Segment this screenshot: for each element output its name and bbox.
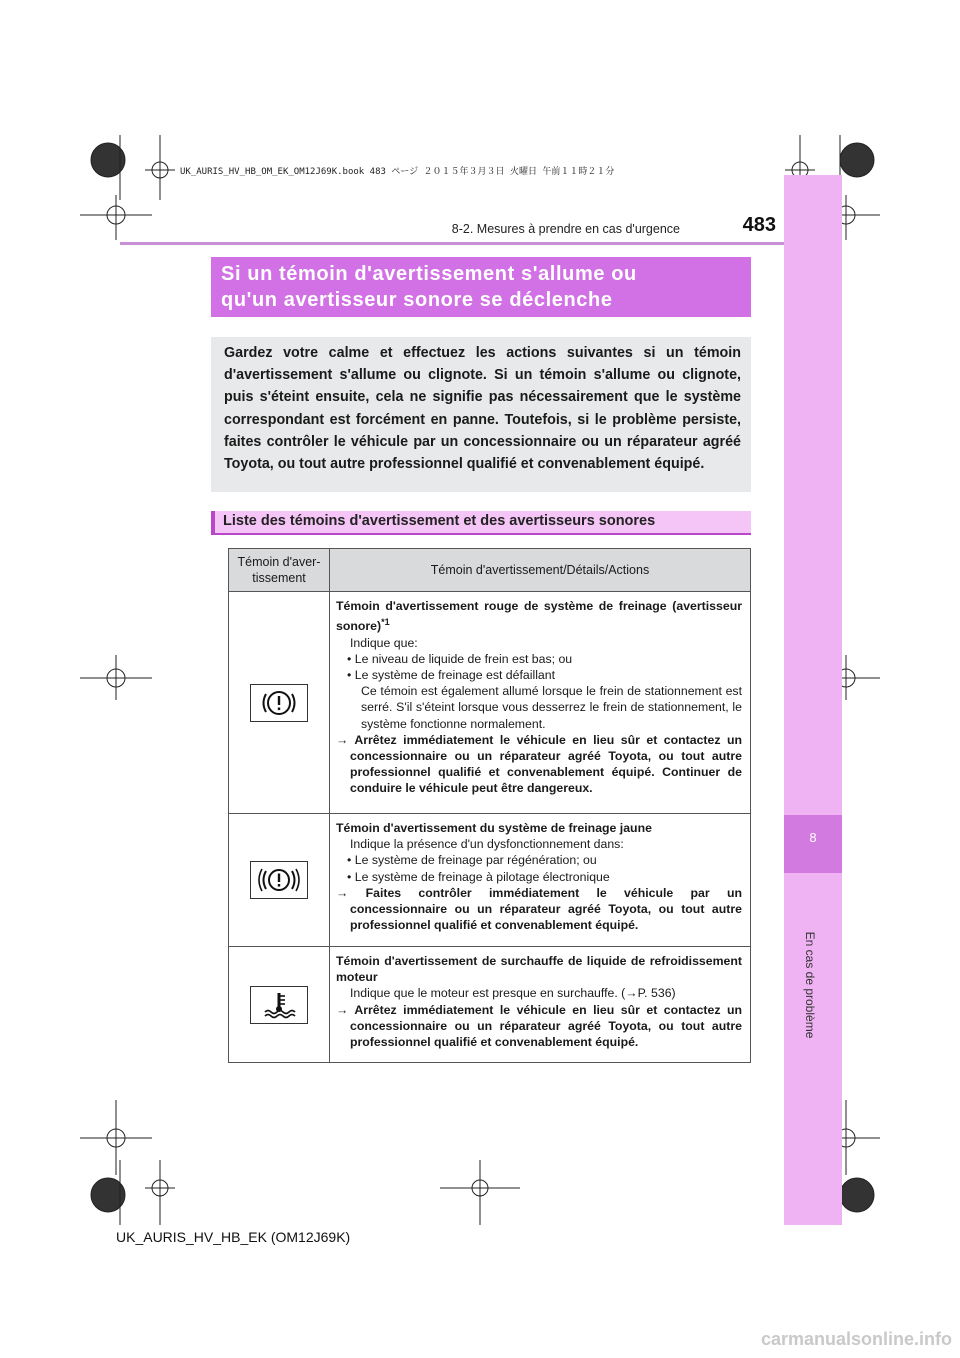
watermark: carmanualsonline.info bbox=[760, 1329, 952, 1349]
section-heading bbox=[211, 511, 751, 535]
title-line-1: Si un témoin d'avertissement s'allume ou bbox=[221, 263, 637, 285]
list-item-text: Le système de freinage par régénération; ou bbox=[354, 853, 597, 868]
footnote-marker: *1 bbox=[381, 617, 390, 628]
row-title: Témoin d'avertissement de surchauffe de liquide de refroidissement moteur bbox=[336, 954, 742, 985]
brake-warning-red-icon bbox=[250, 684, 308, 722]
row-action-text: Arrêtez immédiatement le véhicule en lieu sûr et contactez un concessionnaire ou un réparateur agréé Toyota, ou tout autre professionnel qualifié et convenablement équipé. Continuer de conduire le véhicule peut être dangereux. bbox=[350, 732, 742, 796]
details-cell bbox=[330, 947, 751, 1063]
column-header-details: Témoin d'avertissement/Détails/Actions bbox=[330, 549, 751, 592]
icon-cell bbox=[229, 592, 330, 814]
list-item: • Le niveau de liquide de frein est bas; ou bbox=[347, 651, 573, 666]
list-item-text: Le système de freinage est défaillant bbox=[354, 667, 556, 682]
page-reference: P. 536) bbox=[637, 986, 676, 1001]
header-section: 8-2. Mesures à prendre en cas d'urgence bbox=[451, 222, 680, 236]
row-intro: Indique que le moteur est presque en surchauffe. (→P. 536) bbox=[350, 986, 676, 1001]
row-action: → Arrêtez immédiatement le véhicule en lieu sûr et contactez un concessionnaire ou un réparateur agréé Toyota, ou tout autre professionnel qualifié et convenablement équipé. Continuer de conduire le véhicule peut être dangereux. bbox=[336, 732, 742, 796]
warning-table bbox=[228, 548, 751, 1063]
list-item-text: Le système de freinage à pilotage électronique bbox=[354, 869, 610, 884]
list-item-text: Le niveau de liquide de frein est bas; ou bbox=[354, 651, 573, 666]
footer-model: UK_AURIS_HV_HB_EK (OM12J69K) bbox=[116, 1229, 351, 1245]
row-title: Témoin d'avertissement du système de freinage jaune bbox=[336, 821, 652, 835]
list-item: • Le système de freinage par régénération; ou bbox=[347, 853, 597, 868]
row-action: → Faites contrôler immédiatement le véhicule par un concessionnaire ou un réparateur agréé Toyota, ou tout autre professionnel qualifié et convenablement équipé. bbox=[336, 885, 742, 933]
row-intro: Indique la présence d'un dysfonctionnement dans: bbox=[350, 837, 624, 852]
list-item: • Le système de freinage à pilotage électronique bbox=[347, 869, 610, 884]
icon-cell bbox=[229, 814, 330, 947]
title-line-2: qu'un avertisseur sonore se déclenche bbox=[221, 289, 613, 311]
icon-cell bbox=[229, 947, 330, 1063]
row-action: → Arrêtez immédiatement le véhicule en lieu sûr et contactez un concessionnaire ou un réparateur agréé Toyota, ou tout autre professionnel qualifié et convenablement équipé. bbox=[336, 1002, 742, 1050]
table-header-row bbox=[229, 549, 751, 592]
header-rule bbox=[120, 242, 784, 245]
row-intro: Indique que: bbox=[350, 635, 418, 650]
brake-system-yellow-icon bbox=[250, 861, 308, 899]
table-row bbox=[229, 814, 751, 947]
list-item: • Le système de freinage est défaillant bbox=[347, 667, 556, 682]
column-header-icon: Témoin d'aver-tissement bbox=[229, 549, 330, 592]
row-subtext: Ce témoin est également allumé lorsque le frein de stationnement est serré. S'il s'éteint lorsque vous desserrez le frein de stationnement, le système fonctionne normalement. bbox=[361, 684, 742, 731]
details-cell bbox=[330, 814, 751, 947]
row-title bbox=[336, 598, 742, 635]
row-intro-text: Indique que le moteur est presque en surchauffe. ( bbox=[350, 986, 626, 1001]
chapter-number: 8 bbox=[809, 830, 817, 845]
print-info-line: UK_AURIS_HV_HB_OM_EK_OM12J69K.book 483 ページ ２０１５年３月３日 火曜日 午前１１時２１分 bbox=[180, 167, 615, 177]
table-row bbox=[229, 592, 751, 814]
intro-text: Gardez votre calme et effectuez les actions suivantes si un témoin d'avertissement s'allume ou clignote. Si un témoin s'allume ou clignote, puis s'éteint ensuite, cela ne signifie pas nécessairement que le système correspondant est forcément en panne. Toutefois, si le problème persiste, faites contrôler le véhicule par un concessionnaire ou un réparateur agréé Toyota, ou tout autre professionnel qualifié et convenablement équipé. bbox=[224, 345, 741, 473]
page-title bbox=[211, 257, 751, 317]
row-action-text: Faites contrôler immédiatement le véhicule par un concessionnaire ou un réparateur agréé Toyota, ou tout autre professionnel qualifié et convenablement équipé. bbox=[350, 885, 742, 933]
section-heading-text: Liste des témoins d'avertissement et des avertisseurs sonores bbox=[223, 513, 656, 529]
page-number: 483 bbox=[742, 214, 776, 236]
coolant-temperature-icon bbox=[250, 986, 308, 1024]
chapter-label-text: En cas de problème bbox=[803, 931, 817, 1039]
chapter-label bbox=[790, 870, 830, 1100]
intro-box bbox=[211, 337, 751, 492]
row-action-text: Arrêtez immédiatement le véhicule en lieu sûr et contactez un concessionnaire ou un réparateur agréé Toyota, ou tout autre professionnel qualifié et convenablement équipé. bbox=[350, 1002, 742, 1050]
row-title-text: Témoin d'avertissement rouge de système de freinage (avertisseur sonore) bbox=[336, 599, 742, 634]
details-cell bbox=[330, 592, 751, 814]
table-row bbox=[229, 947, 751, 1063]
